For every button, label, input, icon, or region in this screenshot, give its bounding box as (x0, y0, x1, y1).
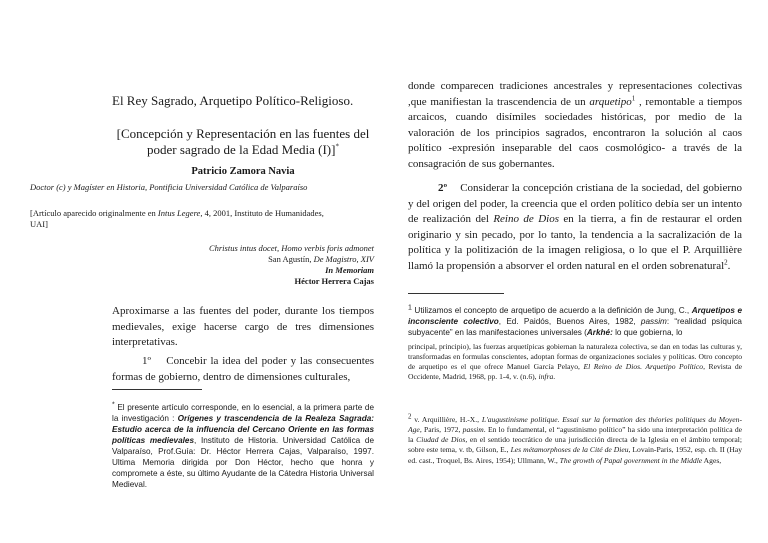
footnote-2-body-3: , Lovain-Paris, 1952, esp. ch. II (Hay ed. cast., Troquel, Bs. Aires, 1954); Ullmann, W., (408, 445, 743, 465)
footnote-2 (408, 412, 743, 466)
continued-text-tail: , remontable a tiempos arcaicos, cuando disímiles sociedades históricas, por medio de la valoración de los principios sagrados, encontraron la solución al caos político -expresión inseparable del caos cosmológico- a través de la consagración de sus gobernantes. (408, 95, 742, 170)
subtitle-footnote-mark[interactable]: * (335, 142, 339, 151)
footnote-2-pub: , Paris, 1972, (419, 424, 463, 434)
arquetipo-term: arquetipo (589, 95, 632, 108)
epigraph-source-author: San Agustín, (268, 254, 314, 264)
footnote-1-cont-end: . (553, 372, 556, 382)
footnote-1-tail: lo que gobierna, lo (612, 328, 683, 338)
epigraph-quote: Christus intus docet, Homo verbis foris admonet (208, 243, 374, 253)
continued-text: donde comparecen tradiciones ancestrales y representaciones colectivas ,que manifiestan la trascendencia de un (408, 80, 742, 108)
footnote-ref-2[interactable]: 2 (724, 257, 728, 266)
point-2-paragraph (408, 181, 742, 274)
footnote-project-title: Orígenes y trascendencia de la Realeza Sagrada: Estudio acerca de la influencia del Cercano Oriente en las formas políticas medievales (112, 414, 374, 446)
intro-paragraph: Aproximarse a las fuentes del poder, durante los tiempos medievales, exige hacerse cargo de tres dimensiones interpretativas. (112, 305, 374, 348)
publication-note-text: [Artículo aparecido originalmente en (30, 208, 158, 218)
footnote-1-continued (408, 342, 742, 383)
point-2-text: Considerar la concepción cristiana de la sociedad, del gobierno y del origen del poder, la creencia que el orden político debía ser un intento de realización del (408, 182, 742, 225)
footnote-1-mark: 1 (408, 304, 412, 312)
epigraph-source (180, 254, 374, 265)
footnote-divider (112, 389, 202, 390)
footnote-2-work-3: The growth of Papal government in the Middle (559, 455, 703, 465)
footnote-1-cont-infra: infra (538, 372, 554, 382)
footnote-1 (408, 305, 742, 338)
footnote-star (112, 402, 374, 490)
footnote-star-mark: * (112, 401, 115, 409)
point-1-text: Concebir la idea del poder y las consecuentes formas de gobierno, dentro de dimensiones culturales, (112, 355, 375, 383)
epigraph (180, 243, 374, 287)
footnote-1-text: Utilizamos el concepto de arquetipo de acuerdo a la definición de Jung, C., (411, 306, 692, 316)
memoriam-label: In Memoriam (325, 265, 374, 275)
publication-note (30, 208, 330, 230)
epigraph-source-work: De Magistro, XIV (313, 254, 374, 264)
footnote-1-cont-work: El Reino de Dios. Arquetipo Político (583, 362, 704, 372)
footnote-1-pub: , Ed. Paidós, Buenos Aires, 1982, (498, 317, 641, 327)
footnote-2-civitas: Ciudad de Dios (416, 435, 466, 445)
footnote-1-arkhe: Arkhé: (586, 328, 613, 338)
publication-note-tail: , 4, 2001, Instituto de Humanidades, UAI] (30, 208, 324, 229)
point-2-number: 2º (438, 182, 448, 194)
footnote-1-cont-text: principal, principio), las fuerzas arquetípicas gobiernan la naturaleza colectiva, se dan en todas las culturas y, transformadas en formulas conscientes, adoptan formas de organizaciones sociales y políticas. Otro concepto de arquetipo es el que ofrece Manuel García Pelayo, (408, 341, 742, 372)
continued-paragraph (408, 79, 742, 172)
footnote-2-mark: 2 (408, 412, 412, 421)
footnote-1-work: Arquetipos e inconsciente colectivo (408, 306, 742, 327)
footnote-2-tail: Ages, (702, 455, 722, 465)
point-2-text-tail: en la tierra, a fin de restaurar el orden originario y sin pecado, por lo tanto, la tendencia a la sacralización de la política y la politización de la imagen religiosa, o lo que el P. Arquillière llamó la propensión a absorver el orden natural en el orden sobrenatural (408, 213, 742, 272)
author-degree: Doctor (c) y Magíster en Historia, Pontificia Universidad Católica de Valparaíso (30, 182, 308, 192)
footnote-ref-1[interactable]: 1 (631, 93, 636, 102)
subtitle-text: [Concepción y Representación en las fuentes del poder sagrado de la Edad Media (I)] (116, 126, 370, 157)
footnote-star-text: El presente artículo corresponde, en lo esencial, a la primera parte de la investigación : (112, 403, 374, 424)
point-1-number: 1º (142, 355, 151, 367)
footnote-1-cont-pub: , Revista de Occidente, Madrid, 1968, pp. 1-4, v. (n.6), (408, 362, 743, 382)
footnote-2-text: v. Arquillière, H.-X., (411, 414, 482, 424)
point-2-end: . (727, 259, 731, 272)
article-subtitle (112, 126, 374, 158)
footnote-2-body: . En lo fundamental, el “agustinismo político” ha sido una interpretación política de la (408, 424, 743, 445)
article-title: El Rey Sagrado, Arquetipo Político-Religioso. (112, 93, 354, 108)
footnote-2-work-1: L'augustinisme politique. Essai sur la formation des théories politiques du Moyen-Age (408, 414, 742, 434)
footnote-divider-right (408, 293, 504, 294)
footnote-2-passim: passim (462, 424, 484, 434)
memoriam-name: Héctor Herrera Cajas (294, 276, 374, 286)
publication-journal: Intus Legere (157, 208, 201, 218)
footnote-1-passim: passim (640, 317, 667, 327)
footnote-2-body-2: , en el sentido teocrático de una jurisdicción directa de la Iglesia en el ámbito temporal; sobre este tema, v. tb, Gilson, E., (408, 435, 742, 455)
footnote-star-tail: , Instituto de Historia. Universidad Católica de Valparaíso, Prof.Guía: Dr. Héctor Herrera Cajas, Valparaíso, 1997. Ultima Memoria dirigida por Don Héctor, hecho que honra y compromete a éste, su último Ayudante de la Cátedra Historia Universal Medieval. (112, 436, 374, 490)
reino-de-dios-term: Reino de Dios (493, 213, 559, 225)
point-1-paragraph (112, 354, 374, 385)
author-name: Patricio Zamora Navia (191, 166, 295, 177)
footnote-2-work-2: Les métamorphoses de la Cité de Dieu (510, 445, 629, 455)
footnote-1-quote: : “realidad psíquica subyacente” en las manifestaciones universales ( (408, 317, 742, 338)
